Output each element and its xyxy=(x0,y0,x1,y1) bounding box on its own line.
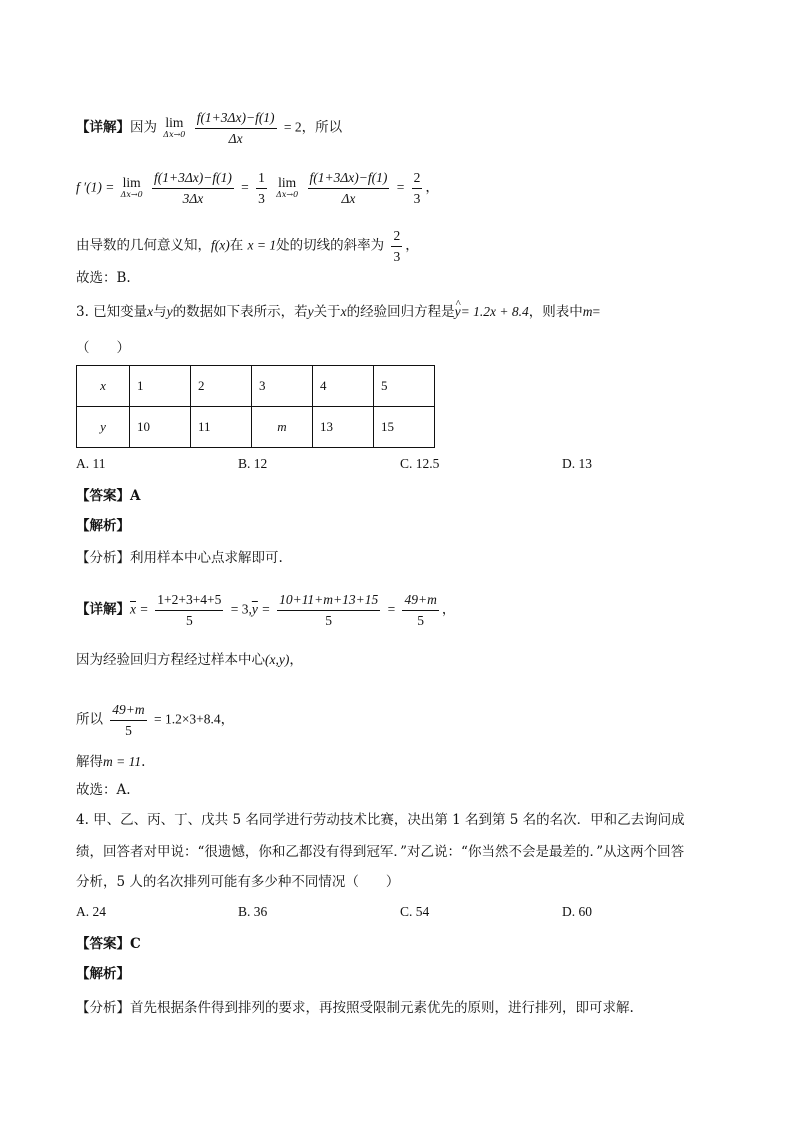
table-cell: 4 xyxy=(313,366,374,407)
answer-choice-line: 故选：B. xyxy=(76,270,131,286)
math-fx: f(x) xyxy=(211,237,230,253)
detail-intro-line xyxy=(76,110,342,146)
question-4-line-1: 4. 甲、乙、丙、丁、戊共 5 名同学进行劳动技术比赛，决出第 1 名到第 5 名的名次．甲和乙去询问成 xyxy=(76,812,685,828)
question-4-line-3: 分析，5 人的名次排列可能有多少种不同情况（ ） xyxy=(76,874,400,890)
data-table xyxy=(76,365,435,448)
choice-b: B. 36 xyxy=(238,904,268,919)
answer-label: 【答案】A xyxy=(76,488,141,504)
question-3-paren: （ ） xyxy=(76,340,130,356)
choice-c: C. 54 xyxy=(400,904,430,919)
table-cell: 2 xyxy=(191,366,252,407)
text: 因为 xyxy=(130,119,157,136)
choice-a: A. 24 xyxy=(76,904,106,919)
detail-mean-line: 【详解】$\overline{x}$ = $\frac{1+2+3+4+5}{5}$ = $3,\overline{y}$ = $\frac{10+11+m+13+15}{5}$ = $\frac{49+m}{5}$ ， xyxy=(76,592,456,628)
choice-b: B. 12 xyxy=(238,456,268,471)
choice-a: A. 11 xyxy=(76,456,106,471)
answer-choice-line-2: 故选：A. xyxy=(76,782,131,798)
analysis-brief: 【分析】首先根据条件得到排列的要求，再按照受限制元素优先的原则，进行排列，即可求解. xyxy=(76,1000,634,1016)
choice-d: D. 60 xyxy=(562,904,592,919)
limit-expr: lim Δx→0 xyxy=(276,175,299,200)
analysis-brief: 【分析】利用样本中心点求解即可. xyxy=(76,550,283,566)
fraction-one-third: $\frac{1}{3}$ xyxy=(258,170,265,206)
text: 处的切线的斜率为 xyxy=(276,237,385,254)
geometric-meaning-line xyxy=(76,228,419,264)
math-x1: x = 1 xyxy=(247,237,277,253)
derivative-line xyxy=(76,170,439,206)
detail-label: 【详解】 xyxy=(76,119,130,136)
table-row-x xyxy=(77,366,435,407)
limit-expr: lim Δx→0 xyxy=(163,115,186,140)
text: ，所以 xyxy=(301,119,343,136)
table-cell: m xyxy=(252,407,313,448)
table-row-y xyxy=(77,407,435,448)
equation-line: 所以 $\frac{49+m}{5}$ = 1.2×3+8.4， xyxy=(76,702,235,738)
equals: = xyxy=(396,179,405,195)
table-row-label: x xyxy=(77,366,130,407)
sample-center-line: 因为经验回归方程经过样本中心(x,y)， xyxy=(76,652,303,668)
fraction-result: $\frac{2}{3}$ xyxy=(413,170,421,206)
table-cell: 11 xyxy=(191,407,252,448)
table-cell: 13 xyxy=(313,407,374,448)
table-cell: 3 xyxy=(252,366,313,407)
question-3-stem: 3. 已知变量x与y的数据如下表所示，若y关于x的经验回归方程是^ y= 1.2x + 8.4，则表中m= xyxy=(76,302,600,322)
fraction: $\frac{f(1+3\Delta x)-f(1)}{\Delta x}$ xyxy=(196,110,275,146)
choice-d: D. 13 xyxy=(562,456,592,471)
table-cell: 10 xyxy=(130,407,191,448)
derivative-lhs: f ′(1) = xyxy=(76,179,115,195)
equals: = xyxy=(241,179,249,195)
solution-line: 解得m = 11. xyxy=(76,754,146,770)
text: 由导数的几何意义知， xyxy=(76,237,211,254)
equals-value: = 2 xyxy=(283,119,302,135)
question-4-line-2: 绩，回答者对甲说：“很遗憾，你和乙都没有得到冠军．”对乙说：“你当然不会是最差的．”从这两个回答 xyxy=(76,844,685,860)
text: ， xyxy=(405,237,419,254)
fraction-result: $\frac{2}{3}$ xyxy=(393,228,401,264)
text: ， xyxy=(425,179,439,196)
table-cell: 1 xyxy=(130,366,191,407)
table-row-label: y xyxy=(77,407,130,448)
table-cell: 15 xyxy=(374,407,435,448)
limit-expr: lim Δx→0 xyxy=(120,175,143,200)
fraction: $\frac{f(1+3\Delta x)-f(1)}{\Delta x}$ xyxy=(309,170,388,206)
choice-c: C. 12.5 xyxy=(400,456,440,471)
text: 在 xyxy=(229,237,244,254)
sample-center-point: (x,y) xyxy=(265,652,290,667)
fraction: $\frac{f(1+3\Delta x)-f(1)}{3\Delta x}$ xyxy=(154,170,232,206)
analysis-label: 【解析】 xyxy=(76,518,130,534)
answer-label: 【答案】C xyxy=(76,936,141,952)
analysis-label: 【解析】 xyxy=(76,966,130,982)
table-cell: 5 xyxy=(374,366,435,407)
